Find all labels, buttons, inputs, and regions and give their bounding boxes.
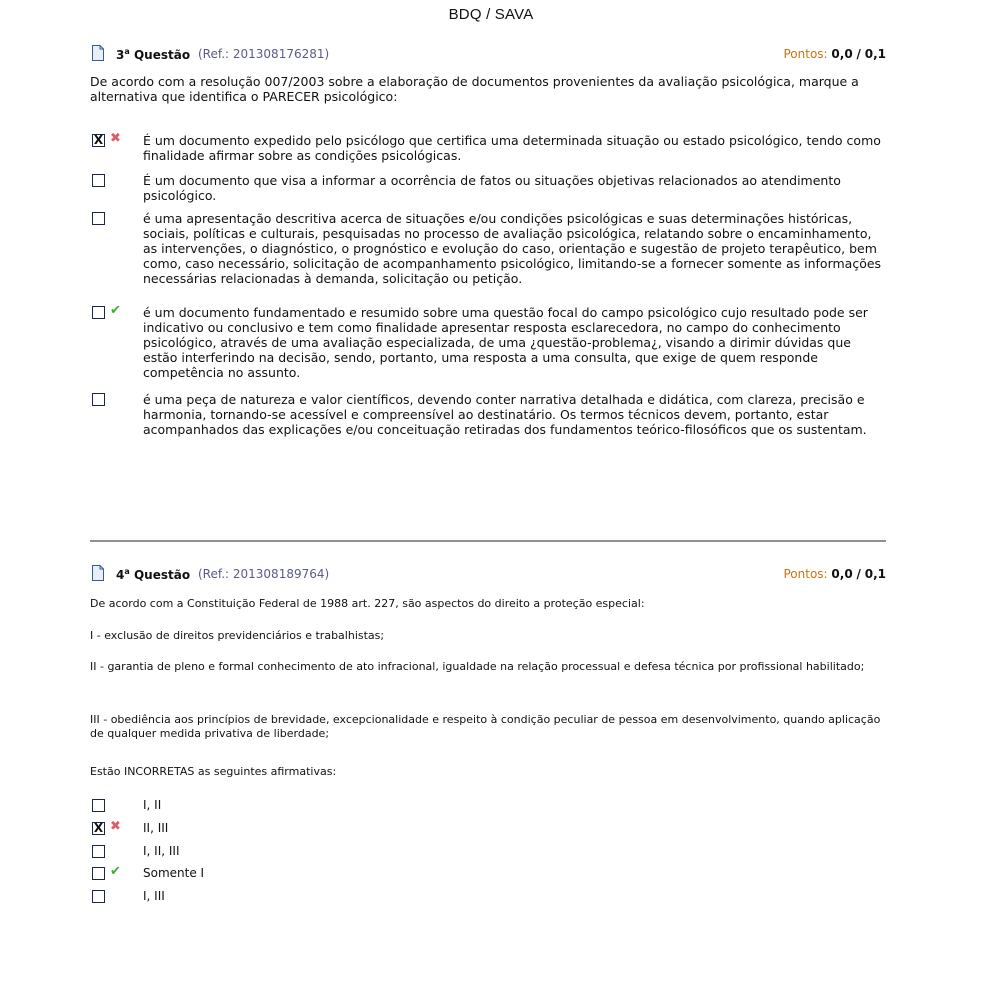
checkbox[interactable] — [92, 174, 105, 187]
question-3-header — [90, 45, 886, 65]
divider — [90, 540, 886, 542]
document-icon — [92, 45, 104, 61]
question-statement: De acordo com a resolução 007/2003 sobre a elaboração de documentos provenientes da avaliação psicológica, marque a alternativa que identifica o PARECER psicológico: — [90, 74, 859, 104]
option-text: é um documento fundamentado e resumido sobre uma questão focal do campo psicológico cujo resultado pode ser indicativo ou conclusivo e tem como finalidade apresentar resposta esclarecedora, no campo do conhecimento psicológico, através de uma avaliação especializada, de uma ¿questão-problema¿, visando a dirimir dúvidas que estão interferindo na decisão, sendo, portanto, uma resposta a uma consulta, que exige de quem responde competência no assunto. — [143, 305, 868, 380]
checkbox[interactable]: X — [93, 821, 104, 835]
checkbox[interactable] — [92, 393, 105, 406]
option-text: I, II — [143, 798, 162, 812]
points: Pontos: 0,0 / 0,1 — [783, 567, 886, 581]
statement-item-3: III - obediência aos princípios de brevidade, excepcionalidade e respeito à condição peculiar de pessoa em desenvolvimento, quando aplicação de qualquer medida privativa de liberdade; — [90, 713, 881, 740]
wrong-mark-icon: ✖ — [110, 819, 121, 834]
option-text: é uma peça de natureza e valor científicos, devendo conter narrativa detalhada e didática, com clareza, precisão e harmonia, tornando-se acessível e compreensível ao destinatário. Os termos técnicos devem, portanto, estar acompanhados das explicações e/ou conceituação retiradas dos fundamentos teórico-filosóficos que os sustentam. — [143, 392, 867, 437]
points: Pontos: 0,0 / 0,1 — [783, 47, 886, 61]
statement-item-1: I - exclusão de direitos previdenciários e trabalhistas; — [90, 629, 385, 642]
checkbox[interactable] — [92, 867, 105, 880]
question-statement: De acordo com a Constituição Federal de 1988 art. 227, são aspectos do direito a proteção especial: — [90, 597, 645, 610]
checkbox[interactable] — [92, 845, 105, 858]
checkbox[interactable]: X — [93, 133, 104, 147]
correct-mark-icon: ✔ — [110, 864, 121, 879]
document-icon — [92, 565, 104, 581]
question-ref: (Ref.: 201308176281) — [198, 47, 330, 61]
question-4-header — [90, 565, 886, 585]
checkbox[interactable] — [92, 306, 105, 319]
checkbox[interactable] — [92, 799, 105, 812]
option-text: I, II, III — [143, 844, 180, 858]
question-title: 4$^a$ Questão — [116, 567, 191, 582]
option-text: é uma apresentação descritiva acerca de situações e/ou condições psicológicas e suas determinações históricas, sociais, políticas e culturais, pesquisadas no processo de avaliação psicológica, relatando sobre o encaminhamento, as intervenções, o diagnóstico, o prognóstico e evolução do caso, orientação e sugestão de projeto terapêutico, bem como, caso necessário, solicitação de acompanhamento psicológico, limitando-se a fornecer somente as informações necessárias relacionadas à demanda, solicitação ou petição. — [143, 211, 882, 286]
wrong-mark-icon: ✖ — [110, 131, 121, 146]
option-text: II, III — [143, 821, 169, 835]
question-title: 3$^a$ Questão — [116, 47, 191, 62]
statement-item-2: II - garantia de pleno e formal conhecimento de ato infracional, igualdade na relação processual e defesa técnica por profissional habilitado; — [90, 660, 865, 673]
option-text: I, III — [143, 889, 165, 903]
checkbox[interactable] — [92, 212, 105, 225]
option-text: É um documento que visa a informar a ocorrência de fatos ou situações objetivas relacionados ao atendimento psicológico. — [143, 173, 841, 203]
answer-prompt: Estão INCORRETAS as seguintes afirmativas: — [90, 765, 337, 778]
option-text: É um documento expedido pelo psicólogo que certifica uma determinada situação ou estado psicológico, tendo como finalidade afirmar sobre as condições psicológicas. — [143, 133, 881, 163]
checkbox[interactable] — [92, 890, 105, 903]
page-title: BDQ / SAVA — [448, 6, 534, 23]
question-ref: (Ref.: 201308189764) — [198, 567, 330, 581]
correct-mark-icon: ✔ — [110, 303, 121, 318]
option-text: Somente I — [143, 866, 205, 880]
